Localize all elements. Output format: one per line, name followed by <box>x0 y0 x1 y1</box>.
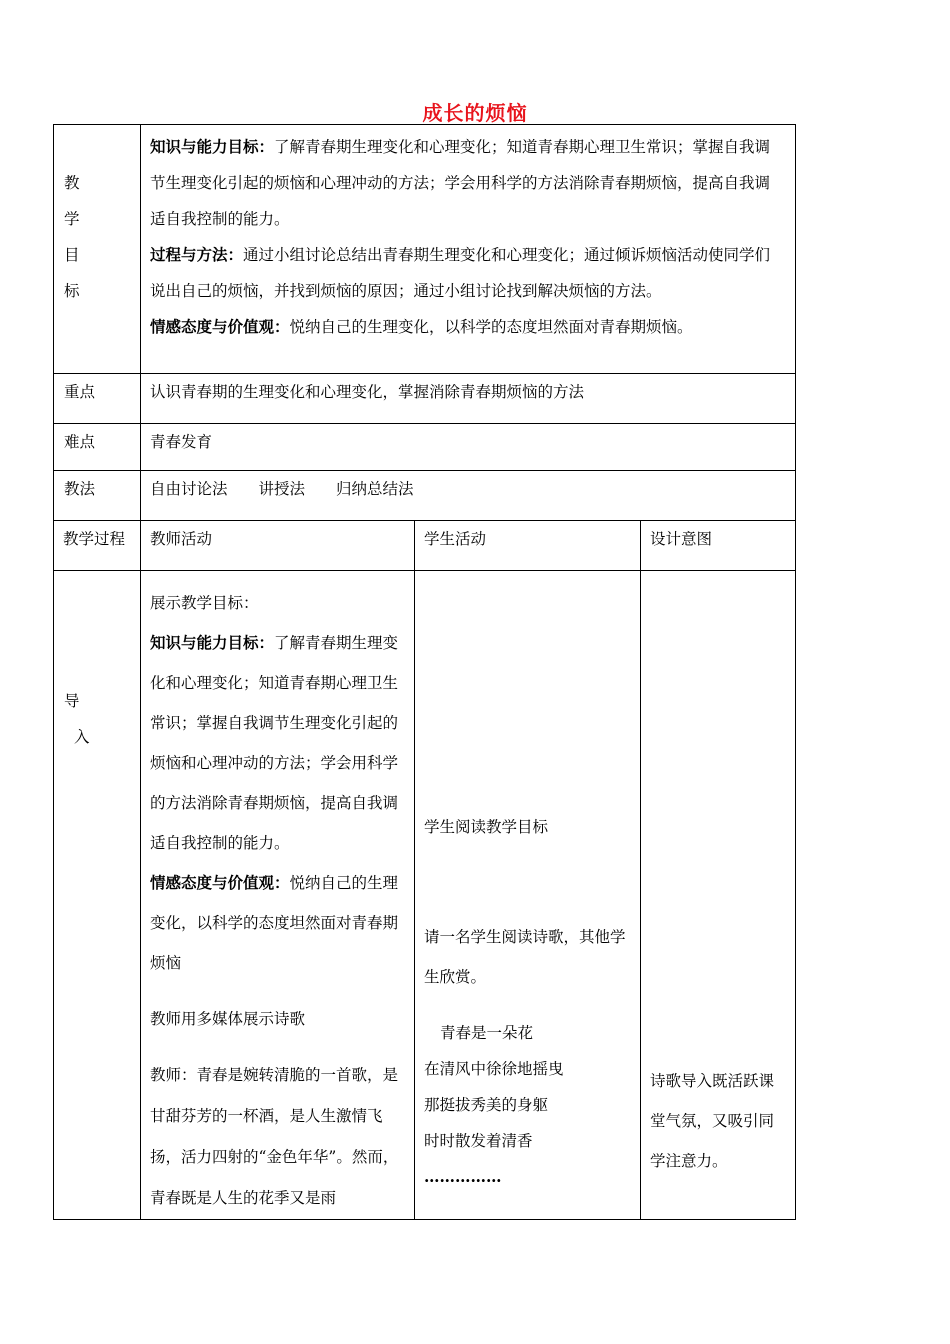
read-poem-text: 请一名学生阅读诗歌，其他学生欣赏。 <box>424 928 626 986</box>
key-points-label: 重点 <box>54 374 141 424</box>
header-teacher: 教师活动 <box>141 521 415 571</box>
teacher-speech: 教师：青春是婉转清脆的一首歌，是甘甜芬芳的一杯酒，是人生激情飞扬，活力四射的“金色年华”。然而，青春既是人生的花季又是雨 <box>150 1066 399 1207</box>
lesson-plan-table <box>53 124 796 1220</box>
methods-label: 教法 <box>54 471 141 521</box>
methods-row <box>54 471 796 521</box>
intro-teacher-activity <box>141 571 415 1220</box>
process-objective: 过程与方法：通过小组讨论总结出青春期生理变化和心理变化；通过倾诉烦恼活动使同学们说出自己的烦恼，并找到烦恼的原因；通过小组讨论找到解决烦恼的方法。 <box>150 245 771 300</box>
objectives-row <box>54 125 796 374</box>
methods-text: 自由讨论法 讲授法 归纳总结法 <box>141 471 796 521</box>
header-design: 设计意图 <box>641 521 796 571</box>
objectives-label: 教 学 目 标 <box>54 125 141 374</box>
header-process: 教学过程 <box>54 521 141 571</box>
difficulty-text: 青春发育 <box>141 424 796 471</box>
poem-line: 时时散发着清香 <box>424 1132 533 1150</box>
intro-row <box>54 571 796 1220</box>
emotion-objective: 情感态度与价值观：悦纳自己的生理变化，以科学的态度坦然面对青春期烦恼。 <box>150 317 693 336</box>
objectives-content <box>141 125 796 374</box>
knowledge-objective: 知识与能力目标：了解青春期生理变化和心理变化；知道青春期心理卫生常识；掌握自我调节生理变化引起的烦恼和心理冲动的方法；学会用科学的方法消除青春期烦恼，提高自我调适自我控制的能力。 <box>150 137 771 228</box>
read-goals-text: 学生阅读教学目标 <box>424 818 549 836</box>
multimedia-text: 教师用多媒体展示诗歌 <box>150 1010 306 1028</box>
poem <box>424 1015 632 1195</box>
poem-line: 在清风中徐徐地摇曳 <box>424 1060 564 1078</box>
difficulty-label: 难点 <box>54 424 141 471</box>
intro-label: 导 入 <box>54 571 141 1220</box>
poem-line: 青春是一朵花 <box>440 1024 534 1042</box>
intro-student-activity <box>415 571 641 1220</box>
teacher-knowledge-goal: 知识与能力目标：了解青春期生理变化和心理变化；知道青春期心理卫生常识；掌握自我调节生理变化引起的烦恼和心理冲动的方法；学会用科学的方法消除青春期烦恼，提高自我调适自我控制的能力。 <box>150 633 399 852</box>
key-points-text: 认识青春期的生理变化和心理变化，掌握消除青春期烦恼的方法 <box>141 374 796 424</box>
difficulty-row <box>54 424 796 471</box>
poem-ellipsis: …………… <box>424 1167 502 1186</box>
show-goals-text: 展示教学目标： <box>150 594 259 612</box>
header-student: 学生活动 <box>415 521 641 571</box>
document-title: 成长的烦恼 <box>422 101 528 125</box>
key-points-row <box>54 374 796 424</box>
poem-line: 那挺拔秀美的身躯 <box>424 1096 549 1114</box>
teacher-emotion-goal: 情感态度与价值观：悦纳自己的生理变化，以科学的态度坦然面对青春期烦恼 <box>150 873 399 972</box>
intro-design-intent: 诗歌导入既活跃课堂气氛，又吸引同学注意力。 <box>641 571 796 1220</box>
process-header-row <box>54 521 796 571</box>
